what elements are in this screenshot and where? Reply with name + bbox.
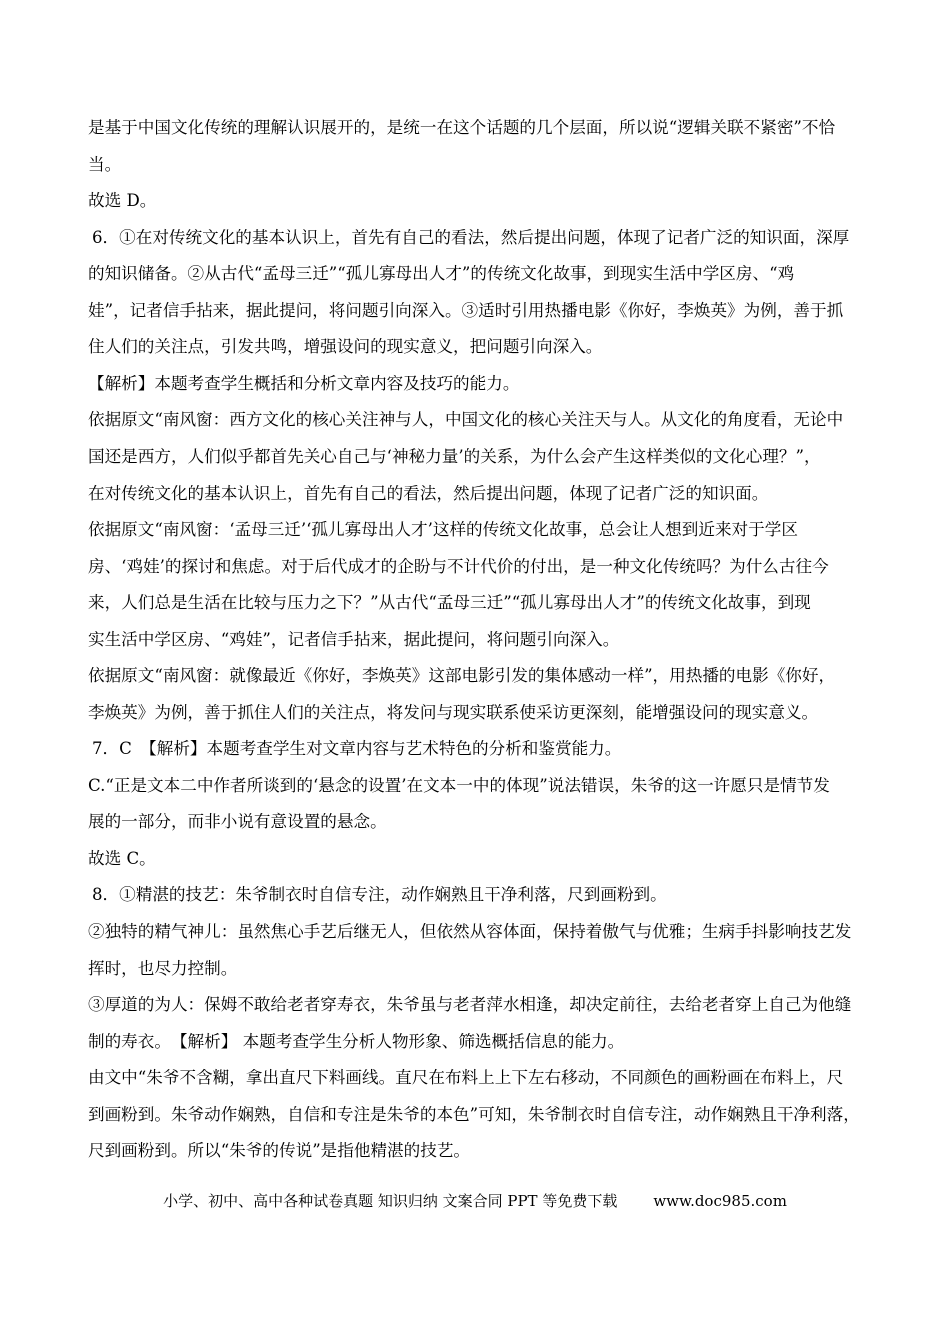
analysis-heading: 【解析】本题考查学生概括和分析文章内容及技巧的能力。 (88, 374, 520, 393)
text-line: 依据原文“南风窗：西方文化的核心关注神与人，中国文化的核心关注天与人。从文化的角度看，无论中 (88, 410, 844, 429)
text-line: 故选 D。 (88, 191, 157, 210)
text-line: 李焕英》为例，善于抓住人们的关注点，将发问与现实联系使采访更深刻，能增强设问的现实意义。 (88, 703, 819, 722)
text-line: 在对传统文化的基本认识上，首先有自己的看法，然后提出问题，体现了记者广泛的知识面。 (88, 484, 769, 503)
text-line: 房、‘鸡娃’的探讨和焦虑。对于后代成才的企盼与不计代价的付出，是一种文化传统吗？为什么古往今 (88, 557, 829, 576)
question-7-answer: 7．C 【解析】本题考查学生对文章内容与艺术特色的分析和鉴赏能力。 (92, 739, 622, 758)
text-line: 依据原文“南风窗：就像最近《你好，李焕英》这部电影引发的集体感动一样”，用热播的电影《你好， (88, 666, 836, 685)
footer-text: 小学、初中、高中各种试卷真题 知识归纳 文案合同 PPT 等免费下载 (163, 1192, 618, 1210)
text-line: 来，人们总是生活在比较与压力之下？”从古代“孟母三迁”“孤儿寡母出人才”的传统文化故事，到现 (88, 593, 811, 612)
text-line: 依据原文“南风窗：‘孟母三迁’‘孤儿寡母出人才’这样的传统文化故事，总会让人想到近来对于学区 (88, 520, 798, 539)
text-line: ②独特的精气神儿：虽然焦心手艺后继无人，但依然从容体面，保持着傲气与优雅；生病手抖影响技艺发 (88, 922, 852, 941)
footer-url-link[interactable]: www.doc985.com (653, 1192, 787, 1210)
text-line: 是基于中国文化传统的理解认识展开的，是统一在这个话题的几个层面，所以说“逻辑关联不紧密”不恰 (88, 118, 836, 137)
question-8-answer: 8．①精湛的技艺：朱爷制衣时自信专注，动作娴熟且干净利落，尺到画粉到。 (92, 885, 667, 904)
text-line: 尺到画粉到。所以“朱爷的传说”是指他精湛的技艺。 (88, 1141, 471, 1160)
text-line: 娃”，记者信手拈来，据此提问，将问题引向深入。③适时引用热播电影《你好，李焕英》为例，善于抓 (88, 301, 844, 320)
text-line: 国还是西方，人们似乎都首先关心自己与‘神秘力量’的关系，为什么会产生这样类似的文化心理？”， (88, 447, 821, 466)
text-line: 挥时，也尽力控制。 (88, 959, 238, 978)
text-line: 由文中“朱爷不含糊，拿出直尺下料画线。直尺在布料上上下左右移动，不同颜色的画粉画在布料上，尺 (88, 1068, 844, 1087)
text-line: 展的一部分，而非小说有意设置的悬念。 (88, 812, 387, 831)
text-line: 到画粉到。朱爷动作娴熟，自信和专注是朱爷的本色”可知，朱爷制衣时自信专注，动作娴熟且干净利落， (88, 1105, 860, 1124)
text-line: ③厚道的为人：保姆不敢给老者穿寿衣，朱爷虽与老者萍水相逢，却决定前往，去给老者穿上自己为他缝 (88, 995, 852, 1014)
text-line: 实生活中学区房、“鸡娃”，记者信手拈来，据此提问，将问题引向深入。 (88, 630, 620, 649)
text-line: C.“正是文本二中作者所谈到的‘悬念的设置’在文本一中的体现”说法错误，朱爷的这一许愿只是情节发 (88, 776, 830, 795)
text-line: 制的寿衣。 【解析】 本题考查学生分析人物形象、筛选概括信息的能力。 (88, 1032, 625, 1051)
question-6-answer: 6．①在对传统文化的基本认识上，首先有自己的看法，然后提出问题，体现了记者广泛的知识面，深厚 (92, 228, 850, 247)
text-line: 当。 (88, 155, 122, 174)
text-line: 住人们的关注点，引发共鸣，增强设问的现实意义，把问题引向深入。 (88, 337, 603, 356)
text-line: 的知识储备。②从古代“孟母三迁”“孤儿寡母出人才”的传统文化故事，到现实生活中学区房、“鸡 (88, 264, 795, 283)
text-line: 故选 C。 (88, 849, 156, 868)
page-footer (0, 1191, 950, 1211)
